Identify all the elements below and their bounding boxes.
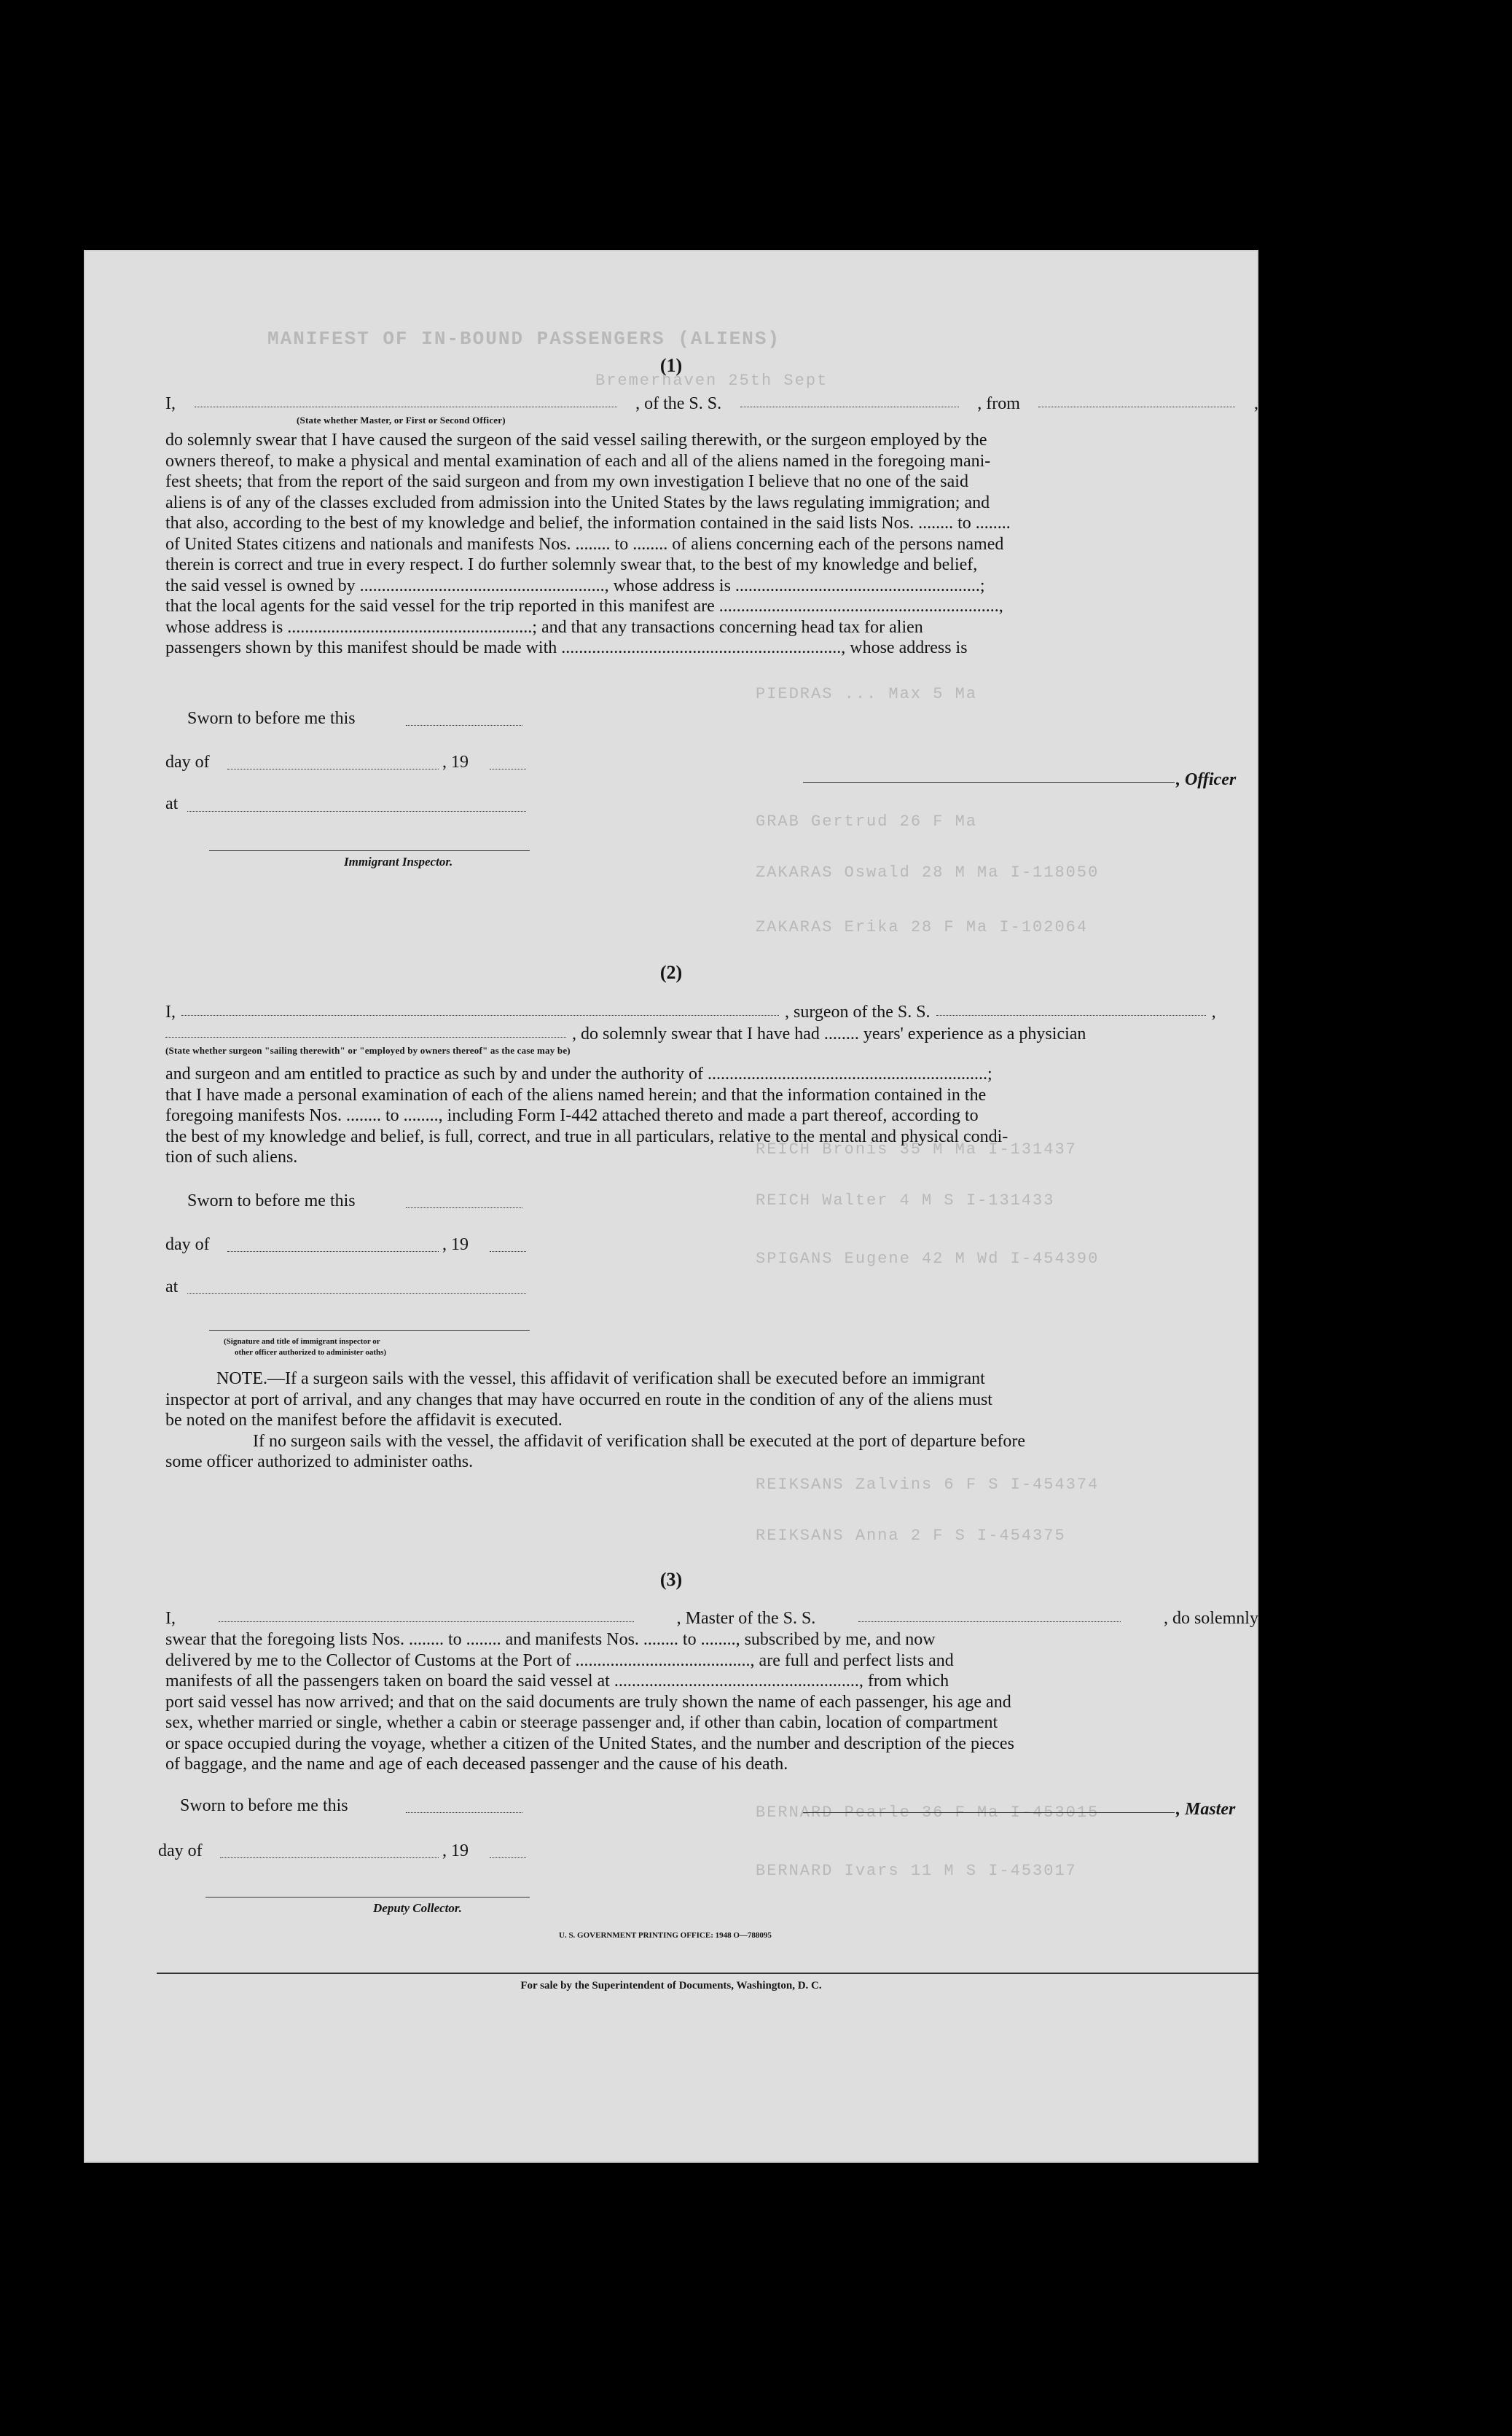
bleed-through-line: BERNARD Pearle 36 F Ma I-453015 [756,1803,1100,1822]
footer-rule [157,1973,1258,1974]
deputy-signature-line[interactable] [205,1897,530,1898]
master-signature-line[interactable] [803,1812,1175,1813]
binder-hole [1302,1184,1337,1219]
bleed-through-header: MANIFEST OF IN-BOUND PASSENGERS (ALIENS) [267,328,781,350]
year-field[interactable] [490,1857,526,1858]
binder-hole [1308,1957,1340,1989]
bleed-through-line: ZAKARAS Oswald 28 M Ma I-118050 [756,863,1100,882]
sworn-label: Sworn to before me this [180,1796,348,1815]
manifest-sheet [84,250,1258,2163]
officer-caption-label: , Officer [1176,770,1237,789]
footer-text: For sale by the Superintendent of Documents, Washington, D. C. [520,1980,822,1992]
bleed-through-line: PIEDRAS ... Max 5 Ma [756,685,978,703]
bleed-through-line: REIKSANS Anna 2 F S I-454375 [756,1527,1066,1545]
at-label: at [165,1277,179,1296]
day-of-field[interactable] [227,1251,439,1252]
officer-signature-line[interactable] [803,782,1175,783]
master-caption-label: , Master [1176,1800,1236,1819]
surgeon-note: NOTE.—If a surgeon sails with the vessel, this affidavit of verification shall be executed before an immigrant inspector at port of arrival, and any changes that may have occurred en route in the condition of any of the aliens must be noted on the manifest before the affidavit is executed. If no surgeon sails with the vessel, the affidavit of verification shall be executed at the port of departure before some officer authorized to administer oaths. [165,1369,1026,1471]
sworn-date-field[interactable] [406,1812,522,1813]
master-name-field[interactable] [219,1608,634,1622]
surgeon-caption: (State whether surgeon "sailing therewith" or "employed by owners thereof" as the case may be) [165,1045,571,1056]
binder-hole [1302,1621,1337,1656]
bleed-through-line: REICH Walter 4 M S I-131433 [756,1191,1055,1210]
binder-hole [1312,439,1344,471]
year-label: , 19 [442,1841,469,1860]
inspector-caption: Immigrant Inspector. [344,855,453,869]
section-2-experience-line: , do solemnly swear that I have had ........ years' experience as a physician [165,1024,1258,1045]
vessel-name-field[interactable] [740,393,959,407]
binder-hole [1302,751,1337,786]
section-2-body: and surgeon and am entitled to practice as such by and under the authority of ................................................................; that I have made a personal examination of each of the aliens named herein; and that the information contained in the foregoing manifests Nos. ........ to ........, including Form I-442 attached thereto and made a part thereof, according to the best of my knowledge and belief, is full, correct, and true in all particulars, relative to the mental and physical condi- tion of such aliens. [165,1065,1008,1167]
section-2-oath-line: I, , surgeon of the S. S. , [165,1003,1216,1022]
inspector-signature-line[interactable] [209,850,530,851]
bleed-through-line: BERNARD Ivars 11 M S I-453017 [756,1862,1077,1880]
at-field[interactable] [187,811,526,812]
year-label: , 19 [442,753,469,772]
surgeon-name-field[interactable] [181,1002,779,1016]
master-vessel-field[interactable] [858,1608,1121,1622]
sworn-date-field[interactable] [406,1207,522,1208]
sworn-label: Sworn to before me this [187,709,356,728]
inspector-signature-line[interactable] [209,1330,530,1331]
section-3-oath-line: I, , Master of the S. S. , do solemnly [165,1609,1258,1628]
bleed-through-line: GRAB Gertrud 26 F Ma [756,812,978,831]
surgeon-status-field[interactable] [165,1024,566,1038]
officer-name-field[interactable] [195,393,617,407]
year-field[interactable] [490,1251,526,1252]
signature-caption-line: (Signature and title of immigrant inspector or [224,1337,380,1346]
sworn-label: Sworn to before me this [187,1191,356,1210]
section-1-number: (1) [659,355,683,376]
section-1-body: do solemnly swear that I have caused the surgeon of the said vessel sailing therewith, or the surgeon employed by the owners thereof, to make a physical and mental examination of each and all of the aliens named in the foregoing mani- fest sheets; that from the report of the said surgeon and from my own investigation I believe that no one of the said aliens is of any of the classes excluded from admission into the United States by the laws regulating immigration; and that also, according to the best of my knowledge and belief, the information contained in the said lists Nos. ........ to ........ of United States citizens and nationals and manifests Nos. ........ to ........ of aliens concerning each of the persons named therein is correct and true in every respect. I do further solemnly swear that, to the best of my knowledge and belief, the said vessel is owned by ........................................................, whose address is ........................................................; that the local agents for the said vessel for the trip reported in this manifest are ................................................................, whose address is ........................................................; and that any transactions concerning head tax for alien passengers shown by this manifest should be made with ................................................................, whose address is [165,431,1011,657]
bleed-through-line: SPIGANS Eugene 42 M Wd I-454390 [756,1250,1100,1268]
section-3-number: (3) [659,1569,683,1590]
at-label: at [165,794,179,813]
day-of-label: day of [165,753,210,772]
section-2-number: (2) [659,962,683,983]
at-field[interactable] [187,1293,526,1294]
officer-caption: (State whether Master, or First or Second Officer) [297,415,506,426]
section-3-body: swear that the foregoing lists Nos. ........ to ........ and manifests Nos. ........ to ........, subscribed by me, and now delivered by me to the Collector of Customs at the Port of ........................................, are full and perfect lists and manifests of all the passengers taken on board the said vessel at ........................................................, from which port said vessel has now arrived; and that on the said documents are truly shown the name of each passenger, his age and sex, whether married or single, whether a cabin or steerage passenger and, if other than cabin, location of compartment or space occupied during the voyage, whether a citizen of the United States, and the number and description of the pieces of baggage, and the name and age of each deceased passenger and the cause of his death. [165,1630,1014,1774]
surgeon-vessel-field[interactable] [936,1002,1206,1016]
day-of-label: day of [158,1841,203,1860]
from-port-field[interactable] [1038,393,1235,407]
printer-imprint: U. S. GOVERNMENT PRINTING OFFICE: 1948 O—788095 [559,1931,772,1940]
day-of-label: day of [165,1235,210,1254]
bleed-through-line: Bremerhaven 25th Sept [595,372,829,390]
section-1-oath-line: I, , of the S. S. , from , [165,394,1258,413]
binder-hole [1302,295,1337,330]
deputy-caption: Deputy Collector. [373,1901,462,1915]
day-of-field[interactable] [220,1857,439,1858]
bleed-through-line: ZAKARAS Erika 28 F Ma I-102064 [756,918,1089,936]
year-label: , 19 [442,1235,469,1254]
signature-caption-line: other officer authorized to administer oaths) [235,1348,387,1357]
sworn-date-field[interactable] [406,725,522,726]
bleed-through-line: REICH Bronis 35 M Ma I-131437 [756,1140,1077,1159]
binder-hole [1302,2069,1337,2104]
bleed-through-line: REIKSANS Zalvins 6 F S I-454374 [756,1476,1100,1494]
